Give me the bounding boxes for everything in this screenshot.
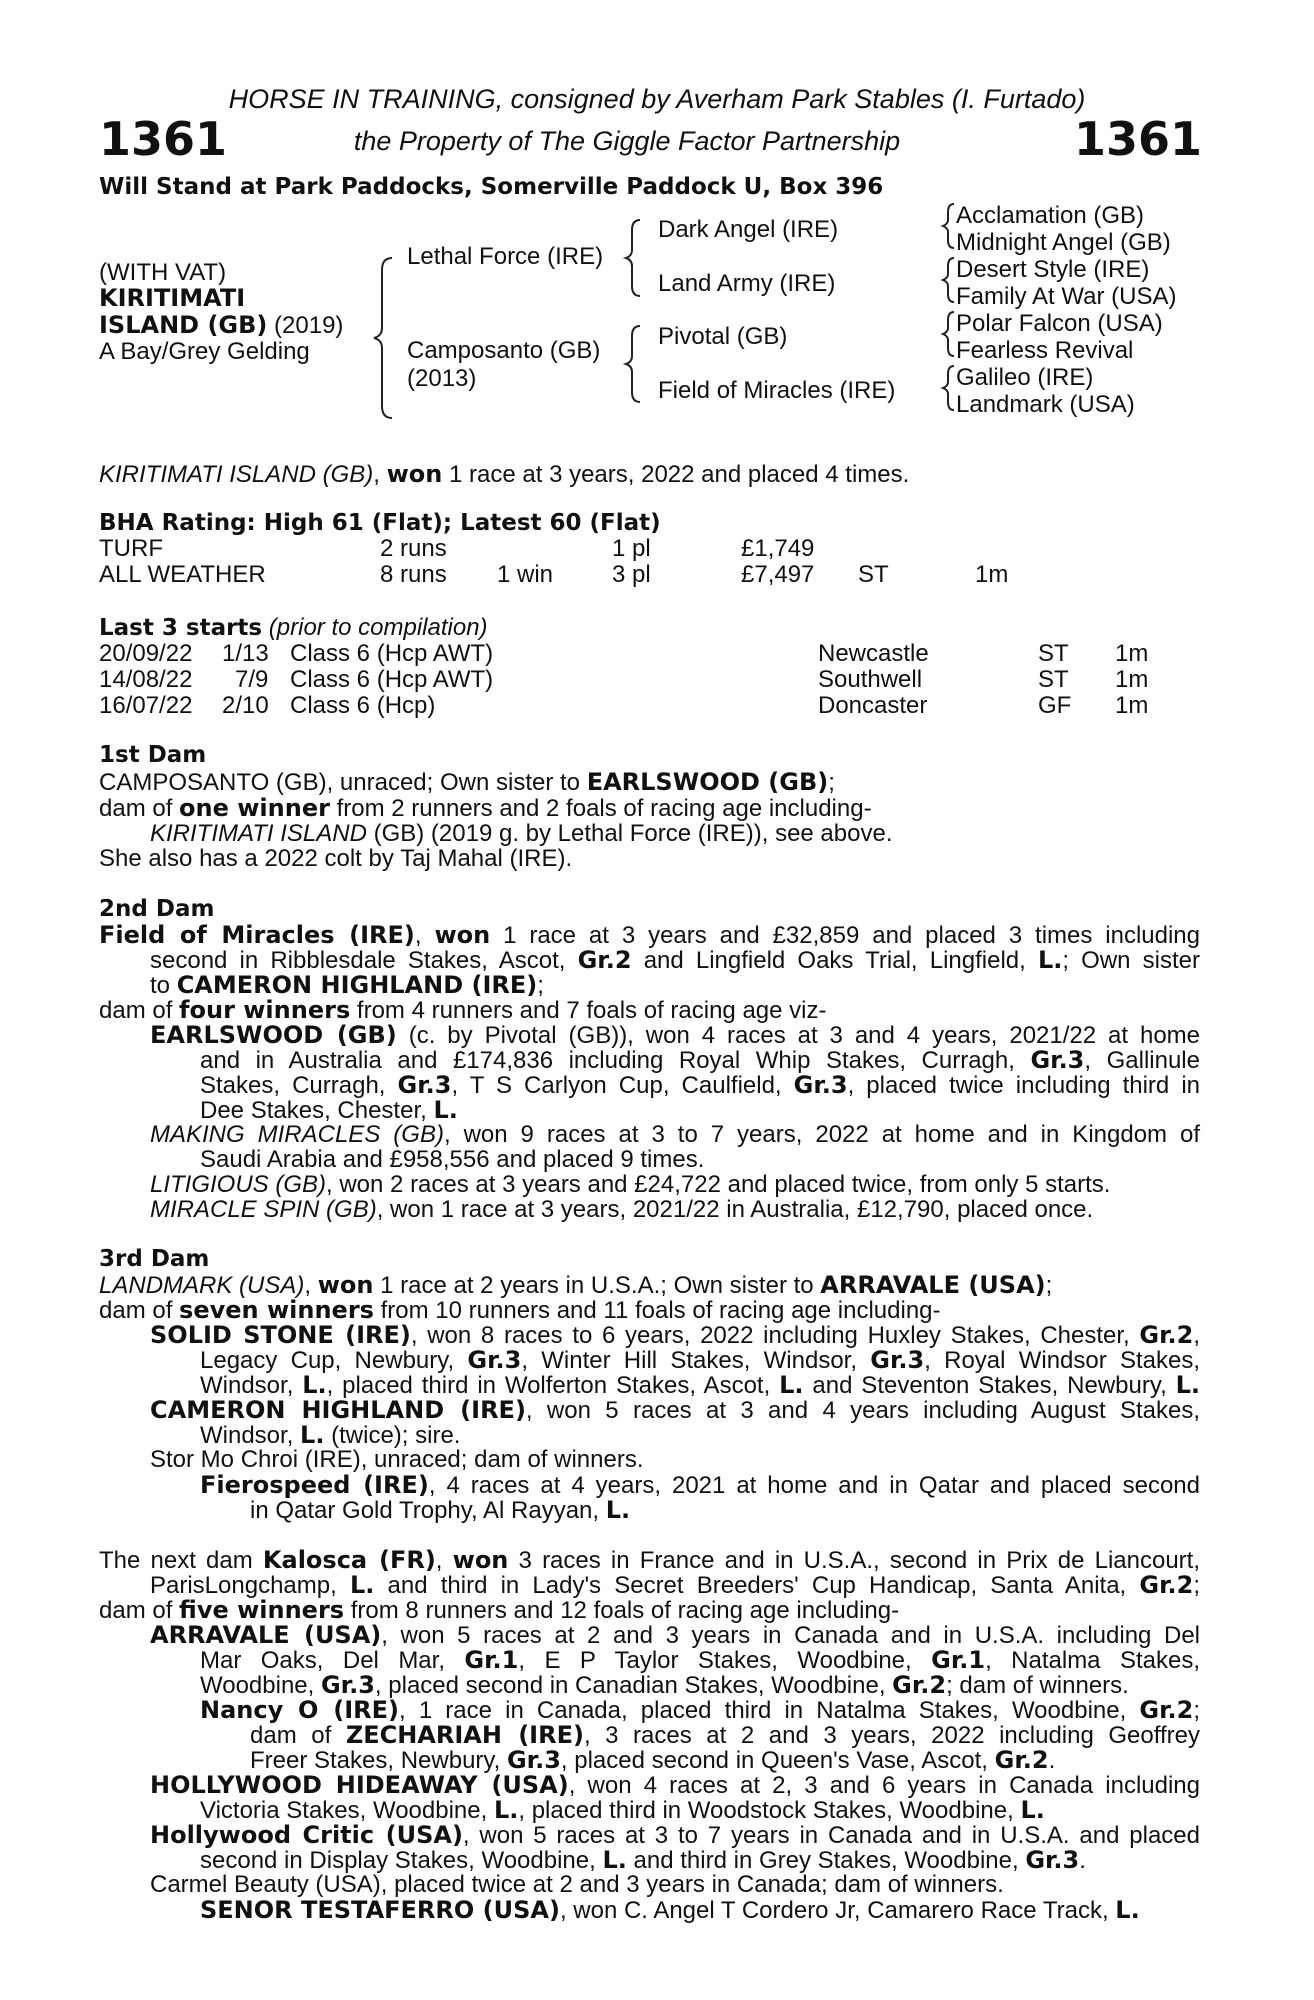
dam-dam: Field of Miracles (IRE) — [658, 377, 896, 404]
start-date: 14/08/22 — [99, 666, 193, 693]
second-dam-line1: Field of Miracles (IRE), won 1 race at 3 years and £32,859 and placed 3 times including — [99, 921, 1200, 949]
lot-number-right: 1361 — [1073, 112, 1202, 166]
fierospeed-line2: in Qatar Gold Trophy, Al Rayyan, L. — [250, 1496, 631, 1524]
bha-rating: BHA Rating: High 61 (Flat); Latest 60 (Flat) — [99, 510, 661, 536]
next-dam-line2: ParisLongchamp, L. and third in Lady's Secret Breeders' Cup Handicap, Santa Anita, Gr.2; — [150, 1571, 1200, 1599]
horse-name-line1: KIRITIMATI — [99, 284, 246, 312]
start-race: Class 6 (Hcp) — [290, 692, 436, 719]
fierospeed-line1: Fierospeed (IRE), 4 races at 4 years, 2021 at home and in Qatar and placed second — [200, 1471, 1200, 1499]
start-course: Southwell — [818, 666, 923, 693]
rating-going: ST — [858, 561, 889, 588]
race-summary: KIRITIMATI ISLAND (GB), won 1 race at 3 years, 2022 and placed 4 times. — [99, 460, 910, 488]
nancy-o-line: Nancy O (IRE), 1 race in Canada, placed third in Natalma Stakes, Woodbine, Gr.2; — [200, 1696, 1201, 1724]
rating-surface: ALL WEATHER — [99, 561, 266, 588]
last3-heading: Last 3 starts (prior to compilation) — [99, 614, 488, 641]
vat-label: (WITH VAT) — [99, 259, 227, 286]
start-race: Class 6 (Hcp AWT) — [290, 666, 494, 693]
first-dam-heading: 1st Dam — [99, 742, 207, 768]
start-distance: 1m — [1115, 640, 1149, 667]
first-dam-line3: KIRITIMATI ISLAND (GB) (2019 g. by Lethal Force (IRE)), see above. — [150, 820, 893, 847]
dam-sire: Pivotal (GB) — [658, 323, 788, 350]
earlswood-line3: Stakes, Curragh, Gr.3, T S Carlyon Cup, Caulfield, Gr.3, placed twice including third in — [200, 1071, 1200, 1099]
horse-name-line2: ISLAND (GB) (2019) — [99, 311, 344, 339]
start-position: 1/13 — [222, 640, 269, 667]
ds-sire: Polar Falcon (USA) — [956, 310, 1163, 337]
earlswood-line1: EARLSWOOD (GB) (c. by Pivotal (GB)), won 4 races at 3 and 4 years, 2021/22 at home — [150, 1021, 1201, 1049]
sire-sire: Dark Angel (IRE) — [658, 216, 839, 243]
dd-sire: Galileo (IRE) — [956, 364, 1094, 391]
first-dam-line2: dam of one winner from 2 runners and 2 foals of racing age including- — [99, 794, 872, 822]
consignment-line: HORSE IN TRAINING, consigned by Averham Park Stables (I. Furtado) — [228, 84, 1086, 114]
rating-wins: 1 win — [497, 561, 554, 588]
rating-runs: 2 runs — [380, 535, 447, 562]
second-dam-line4: dam of four winners from 4 runners and 7 foals of racing age viz- — [99, 996, 827, 1024]
lot-number-left: 1361 — [99, 112, 228, 166]
start-going: GF — [1038, 692, 1072, 719]
rating-runs: 8 runs — [380, 561, 447, 588]
start-course: Doncaster — [818, 692, 928, 719]
start-date: 16/07/22 — [99, 692, 193, 719]
property-line: the Property of The Giggle Factor Partnership — [353, 126, 901, 156]
zechariah-line2: Freer Stakes, Newbury, Gr.3, placed second in Queen's Vase, Ascot, Gr.2. — [250, 1746, 1056, 1774]
ss-sire: Acclamation (GB) — [956, 202, 1145, 229]
third-dam-line2: dam of seven winners from 10 runners and 11 foals of racing age including- — [99, 1296, 941, 1324]
solid-stone-line3: Windsor, L., placed third in Wolferton Stakes, Ascot, L. and Steventon Stakes, Newbury, L. — [200, 1371, 1201, 1399]
start-date: 20/09/22 — [99, 640, 193, 667]
first-dam-line4: She also has a 2022 colt by Taj Mahal (IRE). — [99, 845, 573, 872]
arravale-line3: Woodbine, Gr.3, placed second in Canadian Stakes, Woodbine, Gr.2; dam of winners. — [200, 1671, 1129, 1699]
start-race: Class 6 (Hcp AWT) — [290, 640, 494, 667]
earlswood-line4: Dee Stakes, Chester, L. — [200, 1096, 458, 1124]
stor-mo-chroi-line: Stor Mo Chroi (IRE), unraced; dam of winners. — [150, 1446, 644, 1473]
next-dam-line3: dam of five winners from 8 runners and 12 foals of racing age including- — [99, 1596, 900, 1624]
start-distance: 1m — [1115, 692, 1149, 719]
horse-description: A Bay/Grey Gelding — [99, 338, 310, 365]
dam-name: Camposanto (GB) — [407, 337, 601, 364]
start-going: ST — [1038, 666, 1069, 693]
third-dam-line1: LANDMARK (USA), won 1 race at 2 years in U.S.A.; Own sister to ARRAVALE (USA); — [99, 1271, 1053, 1299]
rating-pl: 1 pl — [612, 535, 651, 562]
dd-dam: Landmark (USA) — [956, 391, 1135, 418]
zechariah-line1: dam of ZECHARIAH (IRE), 3 races at 2 and 3 years, 2022 including Geoffrey — [250, 1721, 1200, 1749]
sire-dam: Land Army (IRE) — [658, 270, 836, 297]
sire-name: Lethal Force (IRE) — [407, 243, 604, 270]
rating-pl: 3 pl — [612, 561, 651, 588]
making-miracles-line1: MAKING MIRACLES (GB), won 9 races at 3 to 7 years, 2022 at home and in Kingdom of — [150, 1121, 1201, 1148]
arravale-line2: Mar Oaks, Del Mar, Gr.1, E P Taylor Stakes, Woodbine, Gr.1, Natalma Stakes, — [200, 1646, 1200, 1674]
hollywood-critic-line2: second in Display Stakes, Woodbine, L. and third in Grey Stakes, Woodbine, Gr.3. — [200, 1846, 1086, 1874]
solid-stone-line2: Legacy Cup, Newbury, Gr.3, Winter Hill Stakes, Windsor, Gr.3, Royal Windsor Stakes, — [200, 1346, 1201, 1374]
hollywood-hideaway-line1: HOLLYWOOD HIDEAWAY (USA), won 4 races at 2, 3 and 6 years in Canada including — [150, 1771, 1201, 1799]
making-miracles-line2: Saudi Arabia and £958,556 and placed 9 times. — [200, 1146, 705, 1173]
cameron-highland-line2: Windsor, L. (twice); sire. — [200, 1421, 461, 1449]
second-dam-line3: to CAMERON HIGHLAND (IRE); — [150, 971, 544, 999]
hollywood-critic-line1: Hollywood Critic (USA), won 5 races at 3 to 7 years in Canada and in U.S.A. and placed — [150, 1821, 1200, 1849]
ds-dam: Fearless Revival — [956, 337, 1134, 364]
start-position: 7/9 — [235, 666, 269, 693]
rating-prize: £7,497 — [741, 561, 815, 588]
rating-distance: 1m — [975, 561, 1009, 588]
rating-prize: £1,749 — [741, 535, 815, 562]
next-dam-line1: The next dam Kalosca (FR), won 3 races in France and in U.S.A., second in Prix de Liancourt, — [99, 1546, 1200, 1574]
rating-surface: TURF — [99, 535, 163, 562]
litigious-line: LITIGIOUS (GB), won 2 races at 3 years and £24,722 and placed twice, from only 5 starts. — [150, 1171, 1111, 1198]
carmel-beauty-line: Carmel Beauty (USA), placed twice at 2 and 3 years in Canada; dam of winners. — [150, 1871, 1004, 1898]
start-course: Newcastle — [818, 640, 929, 667]
second-dam-line2: second in Ribblesdale Stakes, Ascot, Gr.2 and Lingfield Oaks Trial, Lingfield, L.; Own sister — [150, 946, 1200, 974]
cameron-highland-line1: CAMERON HIGHLAND (IRE), won 5 races at 3 and 4 years including August Stakes, — [150, 1396, 1201, 1424]
senor-testaferro-line: SENOR TESTAFERRO (USA), won C. Angel T Cordero Jr, Camarero Race Track, L. — [200, 1896, 1140, 1924]
solid-stone-line1: SOLID STONE (IRE), won 8 races to 6 years, 2022 including Huxley Stakes, Chester, Gr.2, — [150, 1321, 1200, 1349]
first-dam-line1: CAMPOSANTO (GB), unraced; Own sister to EARLSWOOD (GB); — [99, 768, 835, 796]
hollywood-hideaway-line2: Victoria Stakes, Woodbine, L., placed third in Woodstock Stakes, Woodbine, L. — [200, 1796, 1045, 1824]
dam-year: (2013) — [407, 365, 477, 392]
third-dam-heading: 3rd Dam — [99, 1246, 210, 1272]
miracle-spin-line: MIRACLE SPIN (GB), won 1 race at 3 years, 2021/22 in Australia, £12,790, placed once. — [150, 1196, 1094, 1223]
sd-sire: Desert Style (IRE) — [956, 256, 1150, 283]
arravale-line1: ARRAVALE (USA), won 5 races at 2 and 3 years in Canada and in U.S.A. including Del — [150, 1621, 1201, 1649]
ss-dam: Midnight Angel (GB) — [956, 229, 1171, 256]
start-distance: 1m — [1115, 666, 1149, 693]
start-going: ST — [1038, 640, 1069, 667]
start-position: 2/10 — [222, 692, 269, 719]
second-dam-heading: 2nd Dam — [99, 896, 215, 922]
sd-dam: Family At War (USA) — [956, 283, 1177, 310]
earlswood-line2: and in Australia and £174,836 including Royal Whip Stakes, Curragh, Gr.3, Gallinule — [200, 1046, 1200, 1074]
stand-line: Will Stand at Park Paddocks, Somerville Paddock U, Box 396 — [99, 174, 884, 200]
